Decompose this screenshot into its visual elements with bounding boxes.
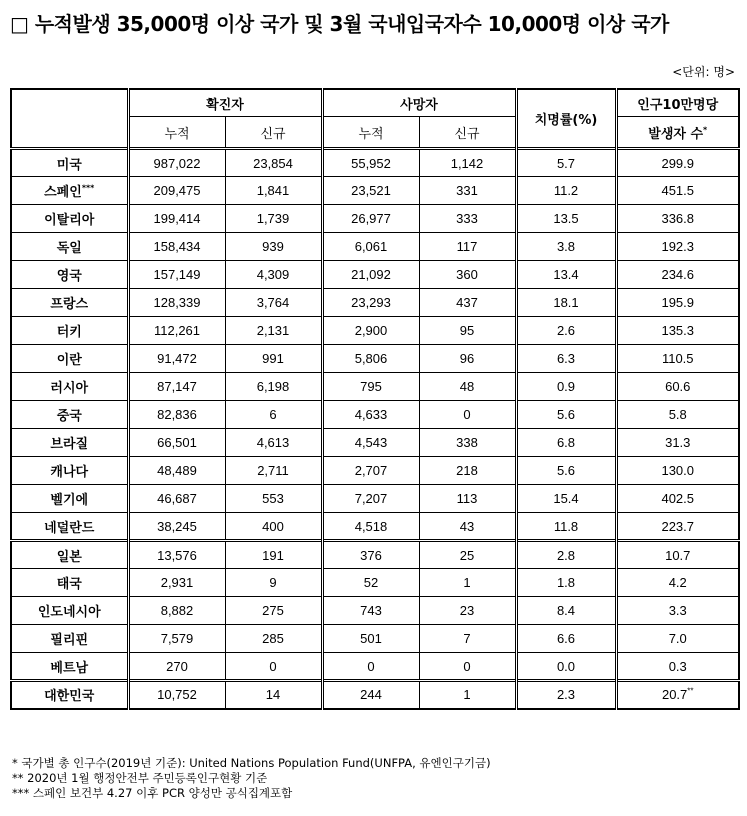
per100k-value: 5.8 — [668, 407, 687, 422]
confirmed-cumulative-cell: 8,882 — [128, 597, 225, 625]
confirmed-new-cell: 0 — [225, 653, 322, 681]
per100k-cell — [616, 177, 739, 205]
deaths-new-cell: 48 — [419, 373, 516, 401]
table-row — [11, 513, 739, 541]
table-row — [11, 429, 739, 457]
country-cell — [11, 597, 128, 625]
country-cell — [11, 569, 128, 597]
deaths-cumulative-cell: 2,707 — [322, 457, 419, 485]
deaths-new-cell: 331 — [419, 177, 516, 205]
table-row — [11, 345, 739, 373]
deaths-new-cell: 333 — [419, 205, 516, 233]
country-name: 러시아 — [50, 381, 89, 396]
deaths-cumulative-cell: 23,293 — [322, 289, 419, 317]
country-cell — [11, 317, 128, 345]
table-row — [11, 653, 739, 681]
fatality-rate-cell: 13.5 — [516, 205, 616, 233]
per100k-value: 4.2 — [668, 575, 687, 590]
confirmed-cumulative-cell: 270 — [128, 653, 225, 681]
confirmed-new-cell: 4,613 — [225, 429, 322, 457]
deaths-cumulative-cell: 21,092 — [322, 261, 419, 289]
deaths-cumulative-cell: 4,543 — [322, 429, 419, 457]
per100k-value: 20.7 — [661, 687, 688, 703]
confirmed-new-cell: 9 — [225, 569, 322, 597]
table-row — [11, 597, 739, 625]
country-name: 브라질 — [50, 437, 89, 452]
confirmed-cumulative-cell: 158,434 — [128, 233, 225, 261]
per100k-value: 10.7 — [665, 547, 691, 563]
fatality-rate-cell: 11.8 — [516, 513, 616, 541]
confirmed-cumulative-cell: 209,475 — [128, 177, 225, 205]
table-row — [11, 485, 739, 513]
confirmed-new-cell: 2,711 — [225, 457, 322, 485]
country-header-cell — [11, 89, 128, 149]
confirmed-cumulative-cell: 199,414 — [128, 205, 225, 233]
country-cell — [11, 205, 128, 233]
per100k-cell — [616, 569, 739, 597]
deaths-cumulative-cell: 795 — [322, 373, 419, 401]
per100k-value: 223.7 — [661, 518, 695, 534]
confirmed-new-cell: 1,739 — [225, 205, 322, 233]
confirmed-cumulative-cell: 38,245 — [128, 513, 225, 541]
fatality-rate-cell: 6.6 — [516, 625, 616, 653]
country-cell — [11, 177, 128, 205]
deaths-cumulative-cell: 52 — [322, 569, 419, 597]
deaths-cumulative-cell: 0 — [322, 653, 419, 681]
confirmed-cumulative-header: 누적 — [128, 117, 225, 149]
country-cell — [11, 401, 128, 429]
per100k-value: 299.9 — [661, 155, 695, 171]
fatality-header: 치명률(%) — [516, 89, 616, 149]
per100k-cell — [616, 373, 739, 401]
country-cell — [11, 149, 128, 177]
fatality-rate-cell: 0.0 — [516, 653, 616, 681]
country-name: 네덜란드 — [44, 520, 95, 536]
country-name: 캐나다 — [50, 465, 89, 480]
table-row — [11, 205, 739, 233]
deaths-cumulative-cell: 2,900 — [322, 317, 419, 345]
fatality-rate-cell: 2.6 — [516, 317, 616, 345]
per100k-value: 402.5 — [661, 491, 695, 506]
table-row — [11, 373, 739, 401]
deaths-cumulative-cell: 7,207 — [322, 485, 419, 513]
deaths-new-cell: 43 — [419, 513, 516, 541]
deaths-cumulative-cell: 6,061 — [322, 233, 419, 261]
table-row — [11, 149, 739, 177]
confirmed-cumulative-cell: 46,687 — [128, 485, 225, 513]
per100k-header-line1: 인구10만명당 — [616, 89, 739, 117]
confirmed-new-cell: 939 — [225, 233, 322, 261]
deaths-cumulative-cell: 5,806 — [322, 345, 419, 373]
confirmed-cumulative-cell: 2,931 — [128, 569, 225, 597]
fatality-rate-cell: 5.6 — [516, 401, 616, 429]
fatality-rate-cell: 5.7 — [516, 149, 616, 177]
deaths-new-cell: 7 — [419, 625, 516, 653]
deaths-new-cell: 1 — [419, 681, 516, 709]
table-row — [11, 541, 739, 569]
per100k-cell — [616, 233, 739, 261]
deaths-new-cell: 117 — [419, 233, 516, 261]
fatality-rate-cell: 8.4 — [516, 597, 616, 625]
per100k-value: 7.0 — [668, 631, 687, 646]
confirmed-new-header: 신규 — [225, 117, 322, 149]
deaths-cumulative-cell: 244 — [322, 681, 419, 709]
confirmed-new-cell: 14 — [225, 681, 322, 709]
deaths-new-cell: 360 — [419, 261, 516, 289]
country-name: 인도네시아 — [37, 605, 101, 620]
deaths-cumulative-cell: 4,518 — [322, 513, 419, 541]
country-name: 이란 — [56, 353, 82, 368]
table-row — [11, 625, 739, 653]
fatality-rate-cell: 1.8 — [516, 569, 616, 597]
country-cell — [11, 681, 128, 709]
per100k-cell — [616, 149, 739, 177]
table-row — [11, 233, 739, 261]
per100k-cell — [616, 205, 739, 233]
deaths-cumulative-header: 누적 — [322, 117, 419, 149]
deaths-new-cell: 1 — [419, 569, 516, 597]
per100k-footnote-mark: ** — [687, 686, 694, 696]
per100k-value: 451.5 — [661, 183, 695, 198]
fatality-rate-cell: 6.8 — [516, 429, 616, 457]
country-name: 스페인 — [44, 185, 82, 200]
deaths-new-header: 신규 — [419, 117, 516, 149]
deaths-new-cell: 25 — [419, 541, 516, 569]
per100k-cell — [616, 597, 739, 625]
table-row — [11, 569, 739, 597]
country-cell — [11, 653, 128, 681]
confirmed-new-cell: 23,854 — [225, 149, 322, 177]
country-cell — [11, 513, 128, 541]
page-title: □ 누적발생 35,000명 이상 국가 및 3월 국내입국자수 10,000명 이상 국가 — [10, 12, 669, 36]
country-name: 영국 — [56, 269, 82, 284]
deaths-new-cell: 0 — [419, 653, 516, 681]
per100k-value: 192.3 — [661, 239, 695, 254]
country-name: 이탈리아 — [44, 213, 95, 228]
country-cell — [11, 289, 128, 317]
per100k-value: 135.3 — [661, 323, 695, 338]
footnotes — [12, 756, 491, 801]
confirmed-new-cell: 285 — [225, 625, 322, 653]
confirmed-cumulative-cell: 7,579 — [128, 625, 225, 653]
table-row — [11, 289, 739, 317]
per100k-cell — [616, 345, 739, 373]
country-name: 대한민국 — [44, 689, 95, 705]
confirmed-new-cell: 275 — [225, 597, 322, 625]
confirmed-cumulative-cell: 48,489 — [128, 457, 225, 485]
unit-label: <단위: 명> — [672, 65, 735, 79]
deaths-new-cell: 1,142 — [419, 149, 516, 177]
deaths-cumulative-cell: 23,521 — [322, 177, 419, 205]
deaths-new-cell: 0 — [419, 401, 516, 429]
deaths-cumulative-cell: 4,633 — [322, 401, 419, 429]
country-cell — [11, 625, 128, 653]
per100k-cell — [616, 401, 739, 429]
country-cell — [11, 457, 128, 485]
per100k-header-text: 발생자 수 — [648, 126, 704, 142]
deaths-new-cell: 113 — [419, 485, 516, 513]
confirmed-cumulative-cell: 987,022 — [128, 149, 225, 177]
deaths-header: 사망자 — [322, 89, 516, 117]
country-name: 베트남 — [50, 660, 89, 676]
fatality-rate-cell: 3.8 — [516, 233, 616, 261]
confirmed-new-cell: 991 — [225, 345, 322, 373]
table-row — [11, 177, 739, 205]
table-row — [11, 317, 739, 345]
country-cell — [11, 541, 128, 569]
fatality-rate-cell: 18.1 — [516, 289, 616, 317]
per100k-cell — [616, 625, 739, 653]
table-row — [11, 457, 739, 485]
country-cell — [11, 429, 128, 457]
confirmed-cumulative-cell: 66,501 — [128, 429, 225, 457]
confirmed-new-cell: 553 — [225, 485, 322, 513]
per100k-cell — [616, 289, 739, 317]
per100k-value: 195.9 — [661, 295, 695, 310]
confirmed-new-cell: 6 — [225, 401, 322, 429]
country-name: 일본 — [56, 549, 82, 565]
fatality-rate-cell: 0.9 — [516, 373, 616, 401]
confirmed-cumulative-cell: 13,576 — [128, 541, 225, 569]
per100k-value: 130.0 — [661, 463, 695, 478]
table-row — [11, 261, 739, 289]
fatality-rate-cell: 11.2 — [516, 177, 616, 205]
deaths-cumulative-cell: 376 — [322, 541, 419, 569]
confirmed-new-cell: 1,841 — [225, 177, 322, 205]
fatality-rate-cell: 5.6 — [516, 457, 616, 485]
per100k-cell — [616, 317, 739, 345]
confirmed-cumulative-cell: 87,147 — [128, 373, 225, 401]
confirmed-cumulative-cell: 128,339 — [128, 289, 225, 317]
fatality-rate-cell: 13.4 — [516, 261, 616, 289]
footnote-2: ** 2020년 1월 행정안전부 주민등록인구현황 기준 — [12, 771, 268, 785]
per100k-header-line2 — [616, 117, 739, 149]
country-footnote-mark: *** — [81, 183, 95, 193]
deaths-new-cell: 96 — [419, 345, 516, 373]
deaths-new-cell: 95 — [419, 317, 516, 345]
confirmed-cumulative-cell: 82,836 — [128, 401, 225, 429]
table-row — [11, 681, 739, 709]
per100k-cell — [616, 653, 739, 681]
confirmed-header: 확진자 — [128, 89, 322, 117]
per100k-cell — [616, 513, 739, 541]
country-cell — [11, 261, 128, 289]
country-cell — [11, 345, 128, 373]
confirmed-new-cell: 400 — [225, 513, 322, 541]
fatality-rate-cell: 2.8 — [516, 541, 616, 569]
per100k-cell — [616, 261, 739, 289]
fatality-rate-cell: 2.3 — [516, 681, 616, 709]
deaths-new-cell: 23 — [419, 597, 516, 625]
country-cell — [11, 485, 128, 513]
deaths-cumulative-cell: 26,977 — [322, 205, 419, 233]
deaths-cumulative-cell: 55,952 — [322, 149, 419, 177]
country-name: 프랑스 — [50, 297, 89, 312]
fatality-rate-cell: 15.4 — [516, 485, 616, 513]
country-name: 독일 — [56, 241, 82, 256]
confirmed-new-cell: 2,131 — [225, 317, 322, 345]
deaths-new-cell: 338 — [419, 429, 516, 457]
per100k-cell — [616, 541, 739, 569]
table-row — [11, 401, 739, 429]
footnote-3: *** 스페인 보건부 4.27 이후 PCR 양성만 공식집계포함 — [12, 786, 293, 800]
confirmed-cumulative-cell: 157,149 — [128, 261, 225, 289]
country-cell — [11, 233, 128, 261]
per100k-cell — [616, 681, 739, 709]
footnote-1: * 국가별 총 인구수(2019년 기준): United Nations Population Fund(UNFPA, 유엔인구기금) — [12, 756, 491, 770]
deaths-cumulative-cell: 501 — [322, 625, 419, 653]
country-name: 중국 — [56, 409, 82, 424]
table-body — [11, 149, 739, 709]
per100k-value: 31.3 — [665, 435, 691, 450]
confirmed-cumulative-cell: 91,472 — [128, 345, 225, 373]
deaths-new-cell: 437 — [419, 289, 516, 317]
per100k-value: 234.6 — [661, 267, 695, 282]
confirmed-new-cell: 191 — [225, 541, 322, 569]
confirmed-new-cell: 3,764 — [225, 289, 322, 317]
covid-country-table — [10, 88, 740, 710]
per100k-cell — [616, 485, 739, 513]
confirmed-cumulative-cell: 112,261 — [128, 317, 225, 345]
per100k-cell — [616, 429, 739, 457]
per100k-value: 60.6 — [665, 379, 691, 394]
confirmed-cumulative-cell: 10,752 — [128, 681, 225, 709]
country-name: 터키 — [56, 325, 82, 340]
deaths-new-cell: 218 — [419, 457, 516, 485]
country-name: 벨기에 — [50, 493, 89, 508]
confirmed-new-cell: 4,309 — [225, 261, 322, 289]
confirmed-new-cell: 6,198 — [225, 373, 322, 401]
fatality-rate-cell: 6.3 — [516, 345, 616, 373]
per100k-cell — [616, 457, 739, 485]
country-name: 미국 — [56, 157, 82, 173]
per100k-value: 110.5 — [661, 351, 694, 366]
deaths-cumulative-cell: 743 — [322, 597, 419, 625]
per100k-value: 0.3 — [668, 658, 687, 674]
per100k-value: 3.3 — [668, 603, 687, 618]
country-cell — [11, 373, 128, 401]
per100k-header-mark: * — [703, 125, 708, 135]
country-name: 태국 — [56, 577, 82, 592]
country-name: 필리핀 — [50, 633, 89, 648]
per100k-value: 336.8 — [661, 211, 695, 226]
